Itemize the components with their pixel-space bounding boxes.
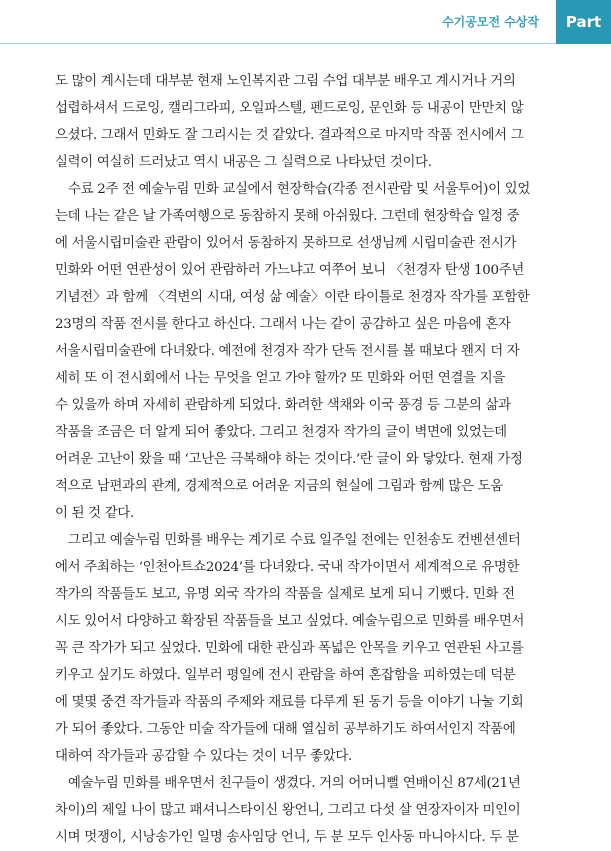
text-line: 이 된 것 같다.	[55, 506, 135, 521]
text-line: 실력이 여실히 드러났고 역시 내공은 그 실력으로 나타났던 것이다.	[55, 155, 432, 170]
text-line: 기념전〉과 함께 〈격변의 시대, 여성 삶 예술〉이란 타이틀로 천경자 작가를 포함한	[55, 290, 530, 305]
text-line: 대하여 작가들과 공감할 수 있다는 것이 너무 좋았다.	[55, 749, 352, 764]
text-line: 으셨다. 그래서 민화도 잘 그리시는 것 같았다. 결과적으로 마지막 작품 전시에서 그	[55, 128, 524, 143]
text-line: 23명의 작품 전시를 한다고 하신다. 그래서 나는 같이 공감하고 싶은 마음에 혼자	[55, 317, 511, 332]
text-line: 예술누림 민화를 배우면서 친구들이 생겼다. 거의 어머니뻘 연배이신 87세(21년	[68, 776, 521, 791]
text-line: 작품을 조금은 더 알게 되어 좋았다. 그리고 천경자 작가의 글이 벽면에 있었는데	[55, 425, 507, 440]
header-divider	[0, 43, 556, 44]
section-label: 수기공모전 수상작	[442, 15, 539, 29]
text-line: 그리고 예술누림 민화를 배우는 계기로 수료 일주일 전에는 인천송도 컨벤션센터	[68, 533, 521, 548]
text-line: 시며 멋쟁이, 시낭송가인 일명 송사임당 언니, 두 분 모두 인사동 마니아시다. 두 분	[55, 830, 519, 845]
text-line: 에서 주최하는 ‘인천아트쇼2024’를 다녀왔다. 국내 작가이면서 세계적으로 유명한	[55, 560, 520, 575]
essay-body-text	[55, 68, 558, 851]
text-line: 어려운 고난이 왔을 때 ‘고난은 극복해야 하는 것이다.’란 글이 와 닿았다. 현재 가정	[55, 452, 523, 467]
text-line: 적으로 남편과의 관계, 경제적으로 어려운 지금의 현실에 그림과 함께 많은 도움	[55, 479, 503, 494]
text-line: 차이)의 제일 나이 많고 패셔니스타이신 왕언니, 그리고 다섯 살 연장자이자 미인이	[55, 803, 521, 818]
text-line: 세히 또 이 전시회에서 나는 무엇을 얻고 가야 할까? 또 민화와 어떤 연결을 지을	[55, 371, 506, 386]
text-line: 민화와 어떤 연관성이 있어 관람하러 가느냐고 여쭈어 보니 〈천경자 탄생 100주년	[55, 263, 525, 278]
text-line: 에 몇몇 중견 작가들과 작품의 주제와 재료를 다루게 된 동기 등을 이야기 나눌 기회	[55, 695, 524, 710]
text-line: 섭렵하셔서 드로잉, 캘리그라피, 오일파스텔, 펜드로잉, 문인화 등 내공이 만만치 않	[55, 101, 524, 116]
text-line: 수료 2주 전 예술누림 민화 교실에서 현장학습(각종 전시관람 및 서울투어)이 있었	[68, 182, 530, 197]
text-line: 시도 있어서 다양하고 확장된 작품들을 보고 싶었다. 예술누림으로 민화를 배우면서	[55, 614, 525, 629]
part-tab: Part	[556, 0, 611, 44]
text-line: 에 서울시립미술관 관람이 있어서 동참하지 못하므로 선생님께 시립미술관 전시가	[55, 236, 517, 251]
text-line: 도 많이 계시는데 대부분 현재 노인복지관 그림 수업 대부분 배우고 계시거나 거의	[55, 74, 516, 89]
text-line: 가 되어 좋았다. 그동안 미술 작가들에 대해 열심히 공부하기도 하여서인지 작품에	[55, 722, 516, 737]
text-line: 서울시립미술관에 다녀왔다. 예전에 천경자 작가 단독 전시를 볼 때보다 왠지 더 자	[55, 344, 520, 359]
text-line: 꼭 큰 작가가 되고 싶었다. 민화에 대한 관심과 폭넓은 안목을 키우고 연관된 사고를	[55, 641, 524, 656]
text-line: 키우고 싶기도 하였다. 일부러 평일에 전시 관람을 하여 혼잡함을 피하였는데 덕분	[55, 668, 516, 683]
text-line: 수 있을까 하며 자세히 관람하게 되었다. 화려한 색채와 이국 풍경 등 그분의 삶과	[55, 398, 511, 413]
text-line: 작가의 작품들도 보고, 유명 외국 작가의 작품을 실제로 보게 되니 기뻤다. 민화 전	[55, 587, 515, 602]
text-line: 는데 나는 같은 날 가족여행으로 동참하지 못해 아쉬웠다. 그런데 현장학습 일정 중	[55, 209, 520, 224]
page-header	[0, 0, 611, 44]
